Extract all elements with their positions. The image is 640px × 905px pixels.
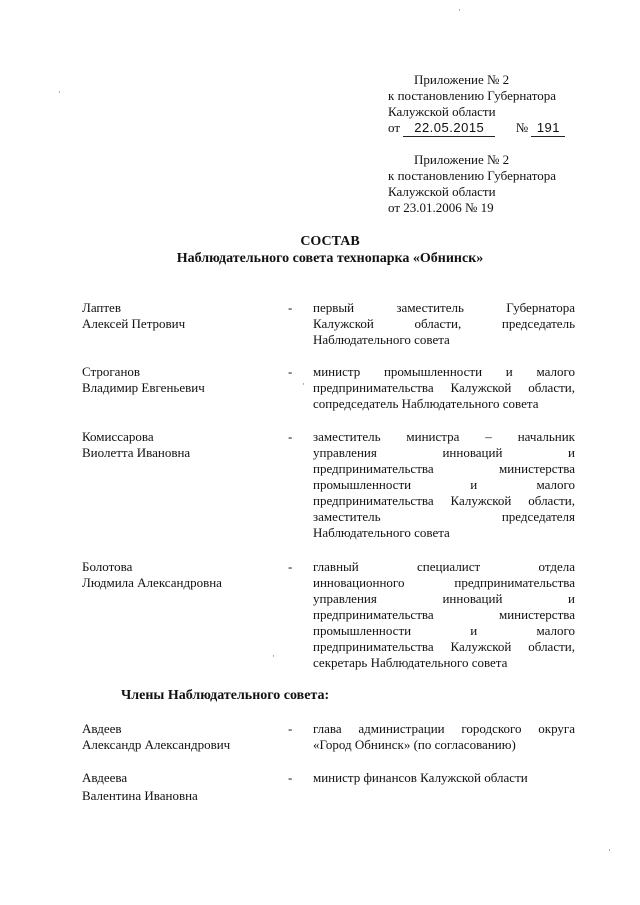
annex-resolution-line-original: к постановлению Губернатора <box>388 168 557 183</box>
annex-region-line-original: Калужской области <box>388 184 496 199</box>
person-given-name: Алексей Петрович <box>82 316 186 331</box>
person-name <box>82 770 282 804</box>
person-surname: Болотова <box>82 559 133 574</box>
person-given-name: Виолетта Ивановна <box>82 445 191 460</box>
scan-speck: · <box>302 379 305 389</box>
document-title: СОСТАВ <box>300 234 360 249</box>
person-role <box>313 721 575 753</box>
person-role <box>313 770 575 786</box>
annex-date-line <box>388 120 588 137</box>
annex-header-original <box>388 152 588 216</box>
role-line: главный специалист отдела <box>313 559 575 574</box>
person-surname: Строганов <box>82 364 141 379</box>
separator-dash: - <box>288 770 293 785</box>
person-role <box>313 429 575 541</box>
person-given-name: Александр Александрович <box>82 737 231 752</box>
person-surname: Авдеев <box>82 721 122 736</box>
person-given-name: Людмила Александровна <box>82 575 222 590</box>
separator-dash: - <box>288 559 293 574</box>
separator-dash: - <box>288 721 293 736</box>
annex-header-current <box>388 72 588 137</box>
scan-speck: · <box>58 87 61 97</box>
role-line: Калужской области, председатель <box>313 316 575 331</box>
date-from-label: от <box>388 120 401 135</box>
person-surname: Авдеева <box>82 770 128 785</box>
role-line: промышленности и малого <box>313 477 575 492</box>
role-line: Наблюдательного совета <box>313 525 450 540</box>
role-line: заместитель министра – начальник <box>313 429 575 444</box>
role-line: инновационного предпринимательства <box>313 575 575 590</box>
person-name <box>82 721 282 753</box>
role-line: первый заместитель Губернатора <box>313 300 575 315</box>
separator-dash: - <box>288 300 293 315</box>
person-role <box>313 300 575 348</box>
role-line: глава администрации городского округа <box>313 721 575 736</box>
role-line: управления инноваций и <box>313 591 575 606</box>
scan-speck: · <box>458 5 461 15</box>
resolution-date: 22.05.2015 <box>414 120 485 135</box>
person-role <box>313 364 575 412</box>
person-surname: Комиссарова <box>82 429 154 444</box>
role-line: сопредседатель Наблюдательного совета <box>313 396 539 411</box>
person-surname: Лаптев <box>82 300 121 315</box>
role-line: заместитель председателя <box>313 509 575 524</box>
role-line: предпринимательства министерства <box>313 607 575 622</box>
person-given-name: Владимир Евгеньевич <box>82 380 205 395</box>
annex-title-original: Приложение № 2 <box>414 152 510 167</box>
scan-speck: · <box>608 845 611 855</box>
role-line: предпринимательства Калужской области, <box>313 493 575 508</box>
role-line: предпринимательства Калужской области, <box>313 380 575 395</box>
role-line: секретарь Наблюдательного совета <box>313 655 508 670</box>
person-name <box>82 364 282 396</box>
members-heading: Члены Наблюдательного совета: <box>121 688 330 703</box>
person-role <box>313 559 575 671</box>
person-name <box>82 429 282 461</box>
annex-resolution-line: к постановлению Губернатора <box>388 88 557 103</box>
scan-speck: · <box>272 651 275 661</box>
person-given-name: Валентина Ивановна <box>82 788 198 803</box>
number-label: № <box>515 120 529 135</box>
person-name <box>82 559 282 591</box>
annex-region-line: Калужской области <box>388 104 496 119</box>
role-line: предпринимательства Калужской области, <box>313 639 575 654</box>
role-line: Наблюдательного совета <box>313 332 450 347</box>
annex-date-line-original: от 23.01.2006 № 19 <box>388 200 494 215</box>
annex-title: Приложение № 2 <box>414 72 510 87</box>
role-line: «Город Обнинск» (по согласованию) <box>313 737 516 752</box>
role-line: министр финансов Калужской области <box>313 770 528 785</box>
person-name <box>82 300 282 332</box>
separator-dash: - <box>288 429 293 444</box>
role-line: предпринимательства министерства <box>313 461 575 476</box>
separator-dash: - <box>288 364 293 379</box>
role-line: министр промышленности и малого <box>313 364 575 379</box>
resolution-number: 191 <box>536 120 561 135</box>
role-line: управления инноваций и <box>313 445 575 460</box>
document-subtitle: Наблюдательного совета технопарка «Обнинск» <box>176 251 484 266</box>
role-line: промышленности и малого <box>313 623 575 638</box>
